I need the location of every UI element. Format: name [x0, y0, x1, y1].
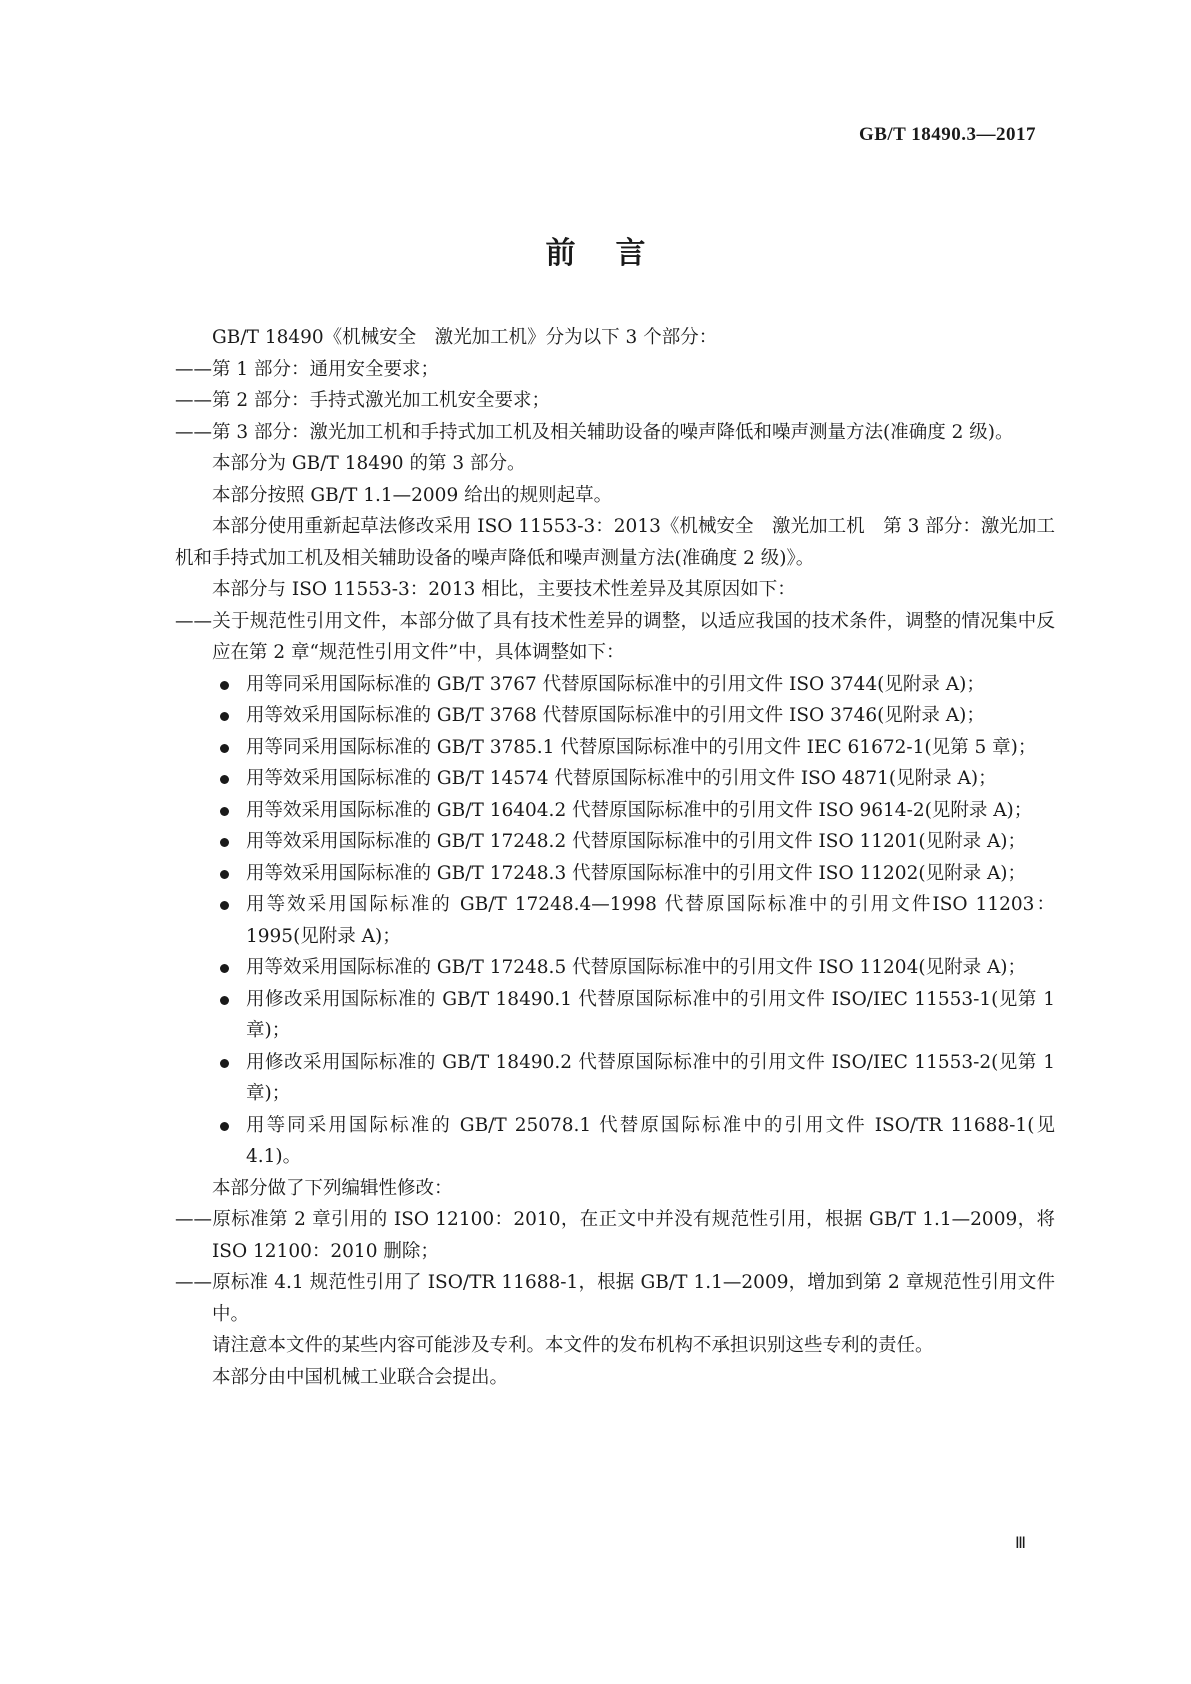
bullet-icon	[220, 996, 229, 1005]
proposer-paragraph: 本部分由中国机械工业联合会提出。	[212, 1366, 509, 1388]
page-title: 前言	[545, 236, 686, 271]
bullet-item: 用等同采用国际标准的 GB/T 3767 代替原国际标准中的引用文件 ISO 3744(见附录 A)；	[175, 669, 1055, 701]
bullet-item: 用等效采用国际标准的 GB/T 17248.5 代替原国际标准中的引用文件 ISO 11204(见附录 A)；	[175, 952, 1055, 984]
bullet-icon	[220, 870, 229, 879]
paragraph: 本部分与 ISO 11553-3：2013 相比，主要技术性差异及其原因如下：	[212, 579, 796, 600]
part-item: ——第 1 部分：通用安全要求；	[175, 358, 440, 380]
bullet-item: 用等效采用国际标准的 GB/T 3768 代替原国际标准中的引用文件 ISO 3746(见附录 A)；	[175, 700, 1055, 732]
bullet-icon	[220, 1059, 229, 1068]
edit-item: ——原标准第 2 章引用的 ISO 12100：2010，在正文中并没有规范性引用，根据 GB/T 1.1—2009，将 ISO 12100：2010 删除；	[175, 1209, 1055, 1262]
intro-paragraph: GB/T 18490《机械安全 激光加工机》分为以下 3 个部分：	[212, 327, 718, 348]
paragraph: 本部分为 GB/T 18490 的第 3 部分。	[212, 453, 526, 474]
paragraph: 本部分使用重新起草法修改采用 ISO 11553-3：2013《机械安全 激光加工机 第 3 部分：激光加工机和手持式加工机及相关辅助设备的噪声降低和噪声测量方法(准确度 2 级)》。	[175, 516, 1055, 569]
paragraph: 本部分做了下列编辑性修改：	[212, 1177, 453, 1199]
bullet-item: 用等效采用国际标准的 GB/T 17248.3 代替原国际标准中的引用文件 ISO 11202(见附录 A)；	[175, 858, 1055, 890]
bullet-icon	[220, 775, 229, 784]
bullet-item: 用等同采用国际标准的 GB/T 25078.1 代替原国际标准中的引用文件 ISO/TR 11688-1(见 4.1)。	[175, 1110, 1055, 1173]
bullet-icon	[220, 712, 229, 721]
part-item: ——第 2 部分：手持式激光加工机安全要求；	[175, 390, 551, 411]
paragraph: 本部分按照 GB/T 1.1—2009 给出的规则起草。	[212, 484, 613, 506]
bullet-icon	[220, 744, 229, 753]
bullet-item: 用修改采用国际标准的 GB/T 18490.1 代替原国际标准中的引用文件 ISO/IEC 11553-1(见第 1 章)；	[175, 984, 1055, 1047]
bullet-icon	[220, 807, 229, 816]
bullet-item: 用等效采用国际标准的 GB/T 16404.2 代替原国际标准中的引用文件 ISO 9614-2(见附录 A)；	[175, 795, 1055, 827]
difference-item: ——关于规范性引用文件，本部分做了具有技术性差异的调整，以适应我国的技术条件，调整的情况集中反应在第 2 章“规范性引用文件”中，具体调整如下：	[175, 610, 1055, 663]
patent-notice: 请注意本文件的某些内容可能涉及专利。本文件的发布机构不承担识别这些专利的责任。	[212, 1335, 934, 1356]
bullet-item: 用等同采用国际标准的 GB/T 3785.1 代替原国际标准中的引用文件 IEC 61672-1(见第 5 章)；	[175, 732, 1055, 764]
bullet-icon	[220, 681, 229, 690]
part-item: ——第 3 部分：激光加工机和手持式加工机及相关辅助设备的噪声降低和噪声测量方法(准确度 2 级)。	[175, 421, 1014, 443]
page-number: Ⅲ	[1014, 1535, 1026, 1552]
bullet-icon	[220, 964, 229, 973]
bullet-icon	[220, 838, 229, 847]
bullet-item: 用修改采用国际标准的 GB/T 18490.2 代替原国际标准中的引用文件 ISO/IEC 11553-2(见第 1 章)；	[175, 1047, 1055, 1110]
bullet-icon	[220, 901, 229, 910]
bullet-icon	[220, 1122, 229, 1131]
edit-item: ——原标准 4.1 规范性引用了 ISO/TR 11688-1，根据 GB/T 1.1—2009，增加到第 2 章规范性引用文件中。	[175, 1272, 1055, 1325]
document-body	[175, 322, 1055, 1393]
standard-number: GB/T 18490.3—2017	[858, 124, 1036, 145]
bullet-item: 用等效采用国际标准的 GB/T 14574 代替原国际标准中的引用文件 ISO 4871(见附录 A)；	[175, 763, 1055, 795]
bullet-item: 用等效采用国际标准的 GB/T 17248.2 代替原国际标准中的引用文件 ISO 11201(见附录 A)；	[175, 826, 1055, 858]
bullet-item: 用等效采用国际标准的 GB/T 17248.4—1998 代替原国际标准中的引用文件ISO 11203：1995(见附录 A)；	[175, 889, 1055, 952]
